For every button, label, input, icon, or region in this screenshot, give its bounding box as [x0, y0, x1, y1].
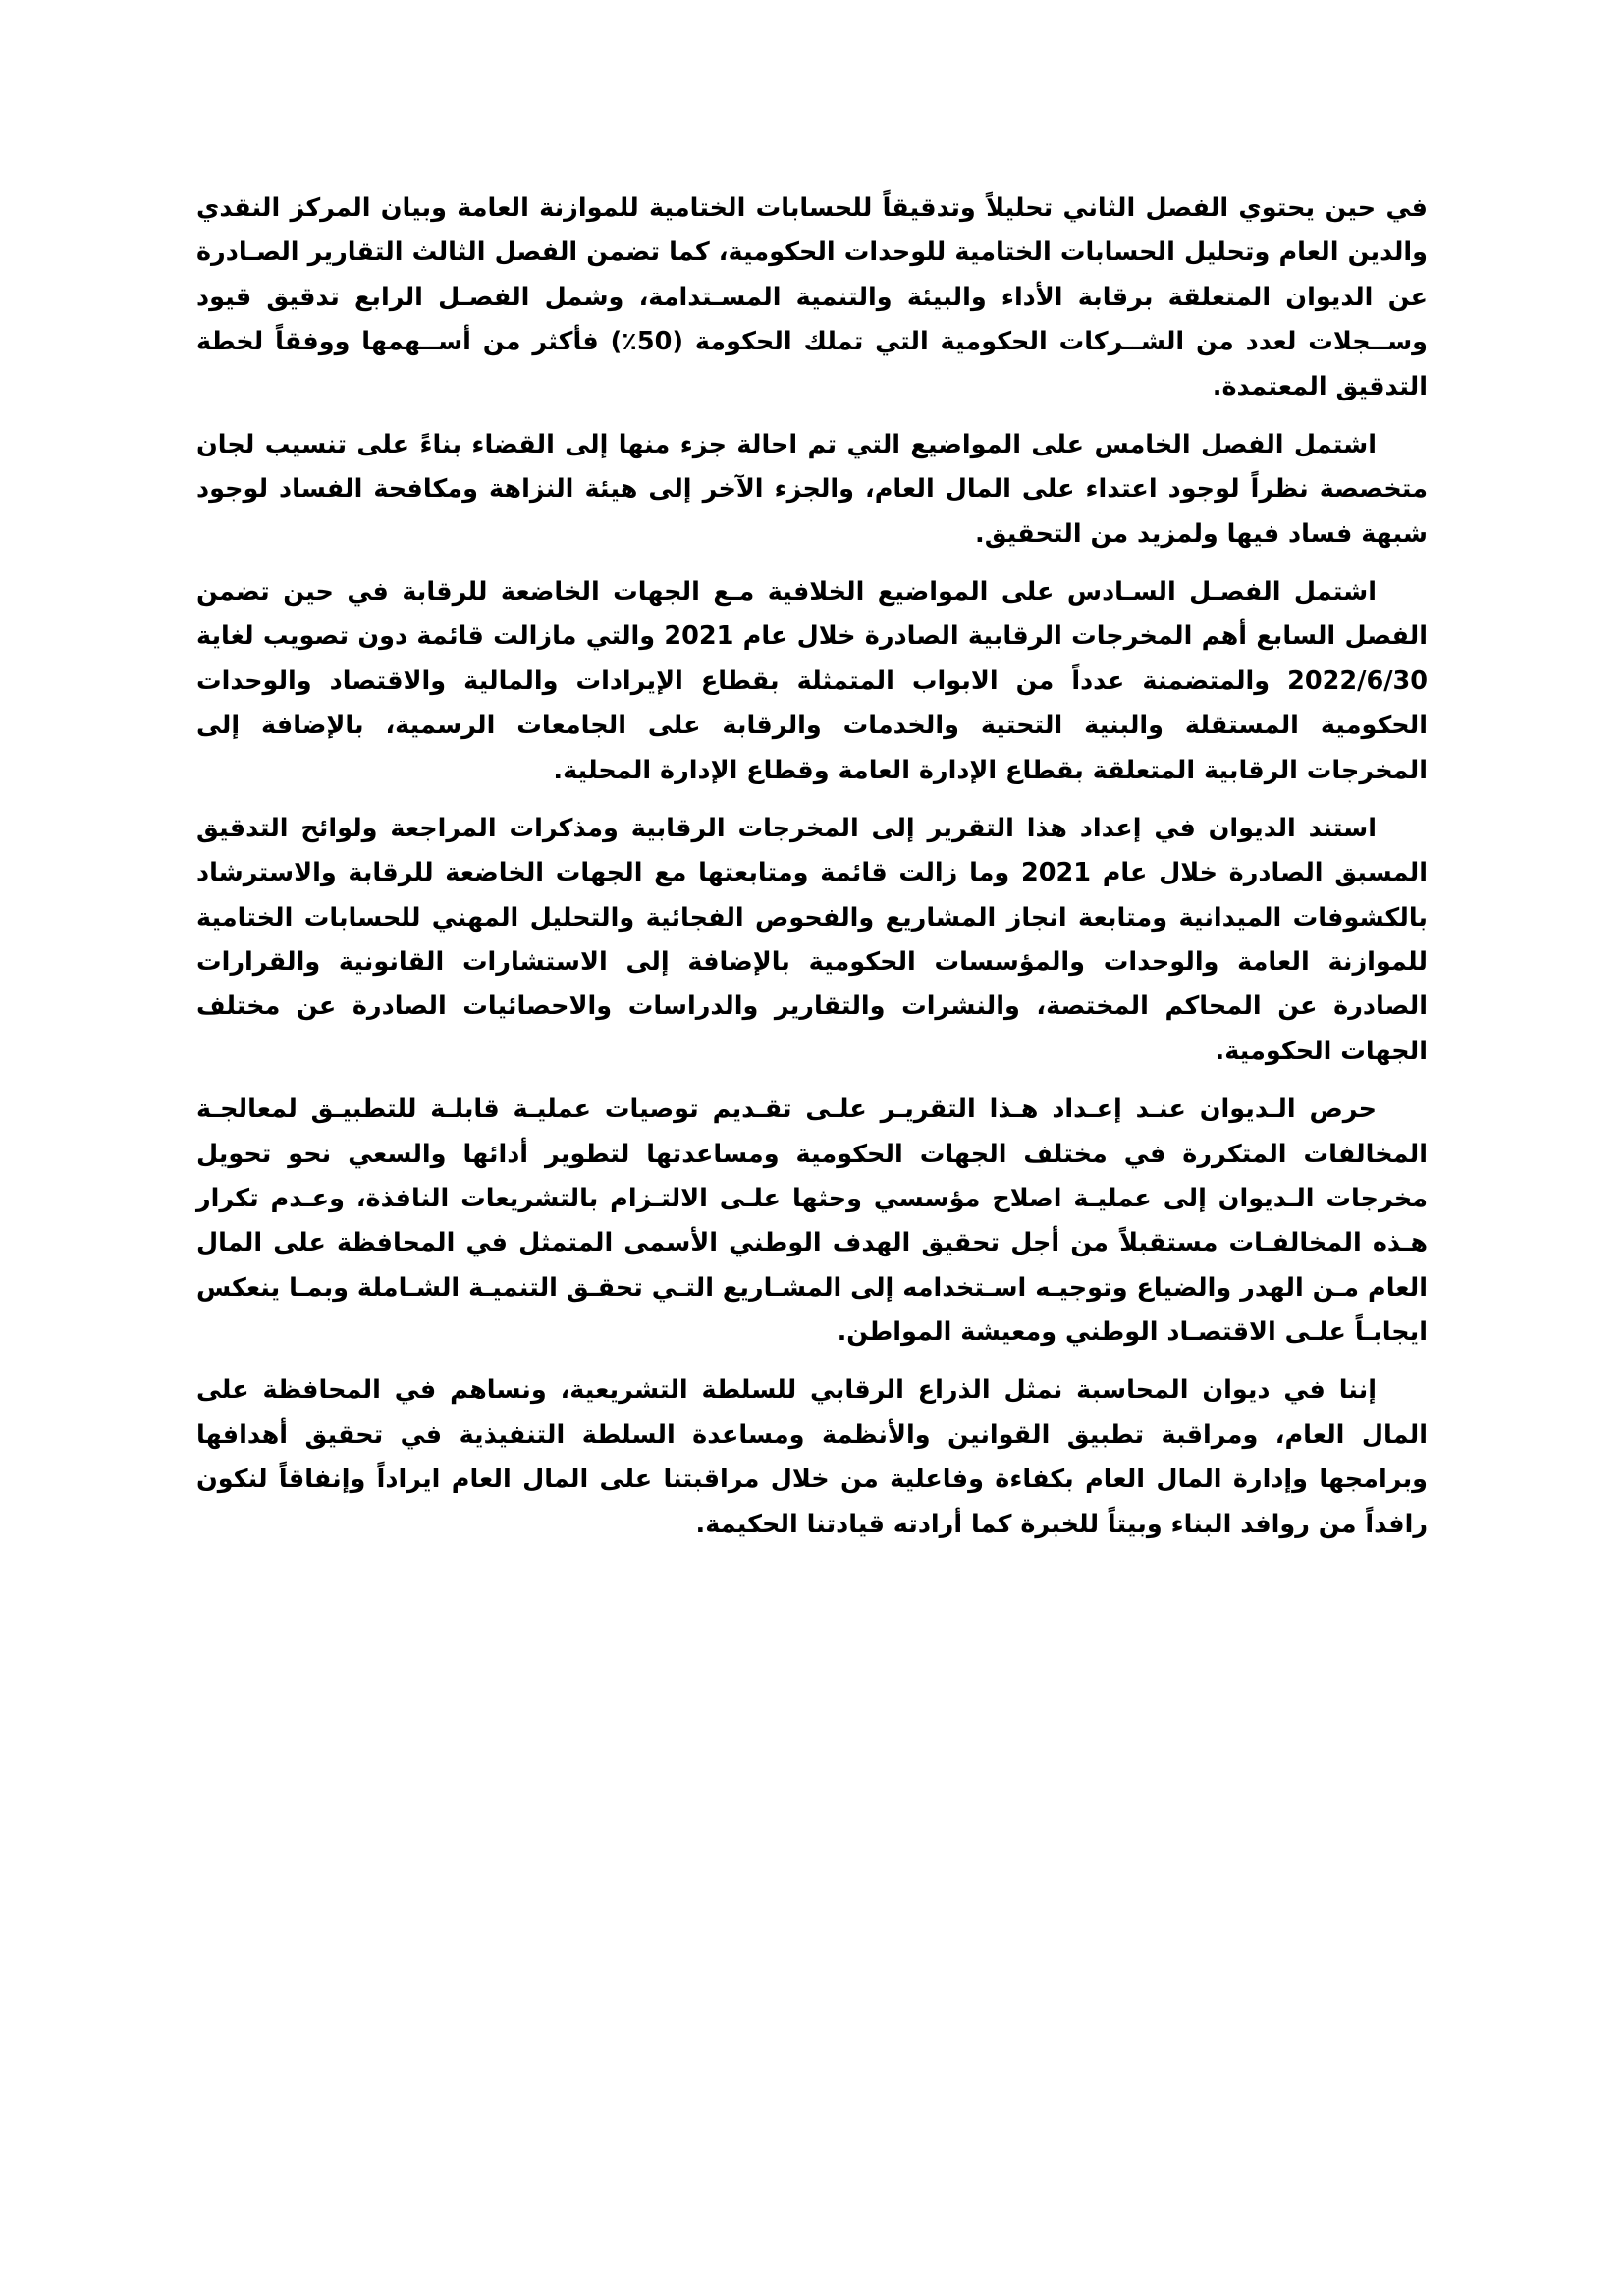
paragraph-5: حرص الـديوان عنـد إعـداد هـذا التقريـر علـى تقـديم توصيات عمليـة قابلـة للتطبيـق لمعالجـة المخالفات المتكررة في مختلف الجهات الحكومية ومساعدتها لتطوير أدائها والسعي نحو تحويل مخرجات الـديوان إلى عمليـة اصلاح مؤسسي وحثها علـى الالتـزام بالتشريعات النافذة، وعـدم تكرار هـذه المخالفـات مستقبلاً من أجل تحقيق الهدف الوطني الأسمى المتمثل في المحافظة على المال العام مـن الهدر والضياع وتوجيـه اسـتخدامه إلى المشـاريع التـي تحقـق التنميـة الشـاملة وبمـا ينعكس ايجابـاً علـى الاقتصـاد الوطني ومعيشة المواطن.: [196, 1095, 1428, 1347]
paragraph-4: استند الديوان في إعداد هذا التقرير إلى المخرجات الرقابية ومذكرات المراجعة ولوائح التدقيق المسبق الصادرة خلال عام 2021 وما زالت قائمة ومتابعتها مع الجهات الخاضعة للرقابة والاسترشاد بالكشوفات الميدانية ومتابعة انجاز المشاريع والفحوص الفجائية والتحليل المهني للحسابات الختامية للموازنة العامة والوحدات والمؤسسات الحكومية بالإضافة إلى الاستشارات القانونية والقرارات الصادرة عن المحاكم المختصة، والنشرات والتقارير والدراسات والاحصائيات الصادرة عن مختلف الجهات الحكومية.: [196, 813, 1428, 1066]
paragraph-1: في حين يحتوي الفصل الثاني تحليلاً وتدقيقاً للحسابات الختامية للموازنة العامة وبيان المركز النقدي والدين العام وتحليل الحسابات الختامية للوحدات الحكومية، كما تضمن الفصل الثالث التقارير الصـادرة عن الديوان المتعلقة برقابة الأداء والبيئة والتنمية المسـتدامة، وشمل الفصـل الرابع تدقيق قيود وســجلات لعدد من الشــركات الحكومية التي تملك الحكومة (50٪) فأكثر من أســهمها ووفقاً لخطة التدقيق المعتمدة.: [196, 193, 1429, 401]
paragraph-6: إننا في ديوان المحاسبة نمثل الذراع الرقابي للسلطة التشريعية، ونساهم في المحافظة على المال العام، ومراقبة تطبيق القوانين والأنظمة ومساعدة السلطة التنفيذية في تحقيق أهدافها وبرامجها وإدارة المال العام بكفاءة وفاعلية من خلال مراقبتنا على المال العام ايراداً وإنفاقاً لنكون رافداً من روافد البناء وبيتاً للخبرة كما أرادته قيادتنا الحكيمة.: [196, 1375, 1428, 1539]
paragraph-3: اشتمل الفصـل السـادس على المواضيع الخلافية مـع الجهات الخاضعة للرقابة في حين تضمن الفصل السابع أهم المخرجات الرقابية الصادرة خلال عام 2021 والتي مازالت قائمة دون تصويب لغاية 2022/6/30 والمتضمنة عدداً من الابواب المتمثلة بقطاع الإيرادات والمالية والاقتصاد والوحدات الحكومية المستقلة والبنية التحتية والخدمات والرقابة على الجامعات الرسمية، بالإضافة إلى المخرجات الرقابية المتعلقة بقطاع الإدارة العامة وقطاع الإدارة المحلية.: [196, 577, 1429, 785]
paragraph-2: اشتمل الفصل الخامس على المواضيع التي تم احالة جزء منها إلى القضاء بناءً على تنسيب لجان متخصصة نظراً لوجود اعتداء على المال العام، والجزء الآخر إلى هيئة النزاهة ومكافحة الفساد لوجود شبهة فساد فيها ولمزيد من التحقيق.: [196, 429, 1428, 549]
document-body: [196, 187, 1428, 1547]
